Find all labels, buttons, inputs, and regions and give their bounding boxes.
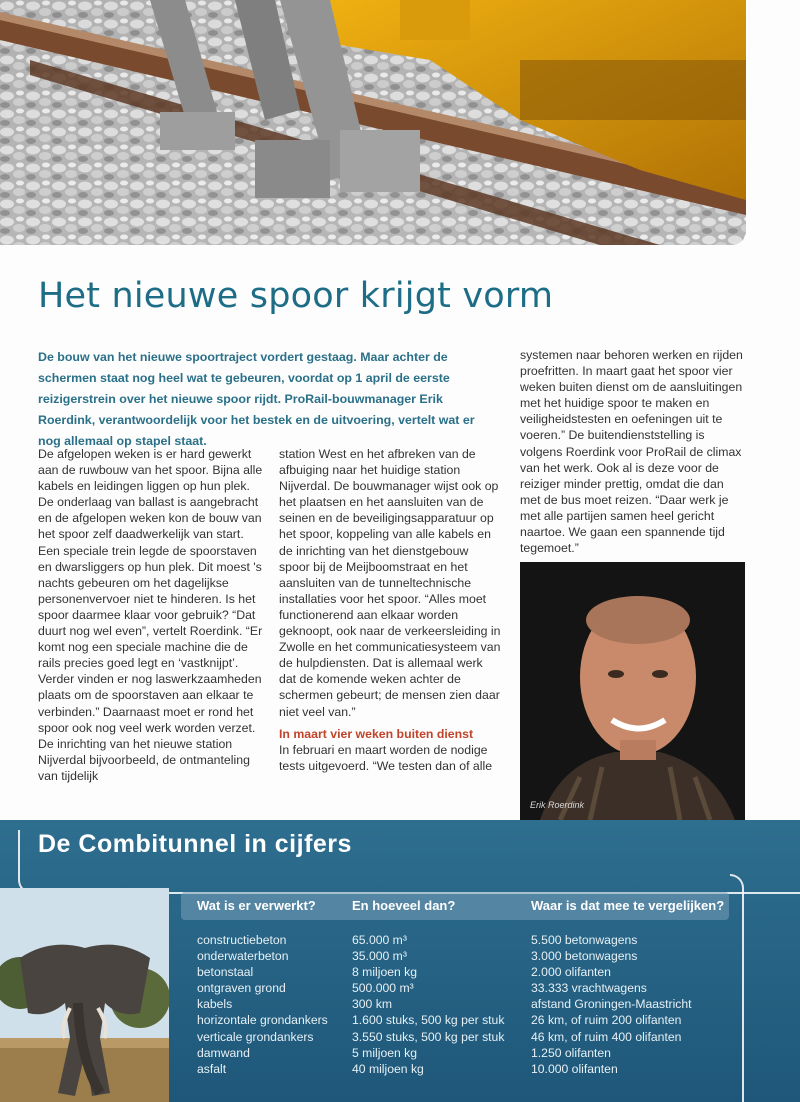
- table-cell: 65.000 m³: [352, 933, 407, 947]
- table-cell: afstand Groningen-Maastricht: [531, 997, 692, 1012]
- column-2-text: station West en het afbreken van de afbuiging naar het huidige station Nijverdal. De bouwmanager wijst ook op het plaatsen en het aansluiten van de seinen en de beveiligingsapparatuur op het spoor, koppeling van alle kabels en de inrichting van het dienstgebouw spoor bij de Meijboomstraat en het aansluiten van de tunneltechnische installaties voor het spoor. “Alles moet functionerend aan elkaar worden geknoopt, ook naar de verkeersleiding in Zwolle en het communicatiesysteem van de hulpdiensten. Dat is allemaal werk dat de komende weken achter de schermen gebeurt; de mensen zien daar niet veel van.”: [279, 447, 501, 719]
- table-cell: 26 km, of ruim 200 olifanten: [531, 1013, 682, 1028]
- header-amounts: En hoeveel dan?: [352, 898, 456, 913]
- table-cell: kabels: [197, 997, 233, 1012]
- table-cell: horizontale grondankers: [197, 1013, 328, 1028]
- table-cell: 40 miljoen kg: [352, 1061, 424, 1076]
- table-cell: verticale grondankers: [197, 1029, 314, 1044]
- article-column-3: [520, 347, 745, 556]
- combitunnel-title: De Combitunnel in cijfers: [38, 830, 352, 858]
- table-cell: 3.000 betonwagens: [531, 949, 638, 964]
- table-cell: damwand: [197, 1045, 250, 1060]
- table-cell: 33.333 vrachtwagens: [531, 981, 647, 996]
- table-cell: 35.000 m³: [352, 949, 407, 964]
- portrait-photo: [520, 562, 745, 820]
- amounts-column: [352, 932, 504, 1077]
- comparisons-column: [531, 932, 692, 1077]
- portrait-illustration: [520, 562, 745, 820]
- materials-column: [197, 932, 328, 1077]
- table-cell: 300 km: [352, 997, 392, 1012]
- table-cell: 500.000 m³: [352, 981, 414, 996]
- table-cell: 3.550 stuks, 500 kg per stuk: [352, 1029, 505, 1044]
- table-cell: asfalt: [197, 1061, 227, 1076]
- column-2b-text: In februari en maart worden de nodige tests uitgevoerd. “We testen dan of alle: [279, 742, 493, 773]
- table-cell: 5.500 betonwagens: [531, 933, 638, 947]
- table-cell: 10.000 olifanten: [531, 1061, 618, 1076]
- table-cell: 46 km, of ruim 400 olifanten: [531, 1029, 682, 1044]
- header-materials: Wat is er verwerkt?: [197, 898, 316, 913]
- table-cell: ontgraven grond: [197, 981, 286, 996]
- table-cell: onderwaterbeton: [197, 949, 289, 964]
- table-header-bar: [181, 892, 729, 920]
- article-column-1: [38, 446, 263, 784]
- article-title: Het nieuwe spoor krijgt vorm: [38, 276, 554, 316]
- table-cell: 8 miljoen kg: [352, 965, 418, 980]
- section-subheading: In maart vier weken buiten dienst: [279, 726, 474, 741]
- elephant-photo: [0, 888, 169, 1102]
- elephant-illustration: [0, 888, 169, 1102]
- column-1-text: De afgelopen weken is er hard gewerkt aan de ruwbouw van het spoor. Bijna alle kabels en leidingen liggen op hun plek. De onderlaag van ballast is aangebracht en de afgelopen weken kon de bouw van het spoor zelf daadwerkelijk van start. Een speciale trein legde de spoorstaven en dwarsliggers op hun plek. Dit moest 's nachts gebeuren om het dagelijkse personenvervoer niet te hinderen. Is het spoor daarmee klaar voor gebruik? “Dat duurt nog wel even”, vertelt Roerdink. “Er komt nog een speciale machine die de rails precies goed legt en ‘vastknijpt’. Verder vinden er nog laswerkzaamheden plaats om de spoorstaven aan elkaar te verbinden.” Daarnaast moet er rond het spoor ook nog veel werk worden verzet. De inrichting van het nieuwe station Nijverdal bijvoorbeeld, de ontmanteling van tijdelijk: [38, 447, 263, 783]
- table-cell: 1.600 stuks, 500 kg per stuk: [352, 1013, 505, 1028]
- section-frame-decoration-right: [730, 874, 744, 1102]
- table-cell: betonstaal: [197, 965, 254, 980]
- rail-track-illustration: [0, 0, 746, 245]
- header-comparisons: Waar is dat mee te vergelijken?: [531, 898, 725, 913]
- photo-caption: Erik Roerdink: [530, 800, 585, 810]
- article-intro: De bouw van het nieuwe spoortraject vordert gestaag. Maar achter de schermen staat nog heel wat te gebeuren, voordat op 1 april de eerste reizigerstrein over het nieuwe spoor rijdt. ProRail-bouwmanager Erik Roerdink, verantwoordelijk voor het bestek en de uitvoering, vertelt wat er nog allemaal op stapel staat.: [38, 350, 475, 448]
- article-column-2: [279, 446, 501, 774]
- hero-photo-rail-track: [0, 0, 746, 245]
- table-cell: 5 miljoen kg: [352, 1045, 418, 1060]
- table-cell: 1.250 olifanten: [531, 1045, 611, 1060]
- table-cell: 2.000 olifanten: [531, 965, 611, 980]
- table-cell: constructiebeton: [197, 933, 287, 947]
- combitunnel-section: [0, 820, 800, 1102]
- column-3-text: systemen naar behoren werken en rijden proefritten. In maart gaat het spoor vier weken buiten dienst om de aansluitingen met het huidige spoor te maken en veiligheidstesten en oefeningen uit te voeren.” De buitendienststelling is volgens Roerdink voor ProRail de climax van het werk. Ook al is deze voor de reiziger minder prettig, omdat die dan met de bus moet reizen. “Daar werk je met alle partijen samen heel gericht naartoe. We gaan een spannende tijd tegemoet.”: [520, 348, 743, 556]
